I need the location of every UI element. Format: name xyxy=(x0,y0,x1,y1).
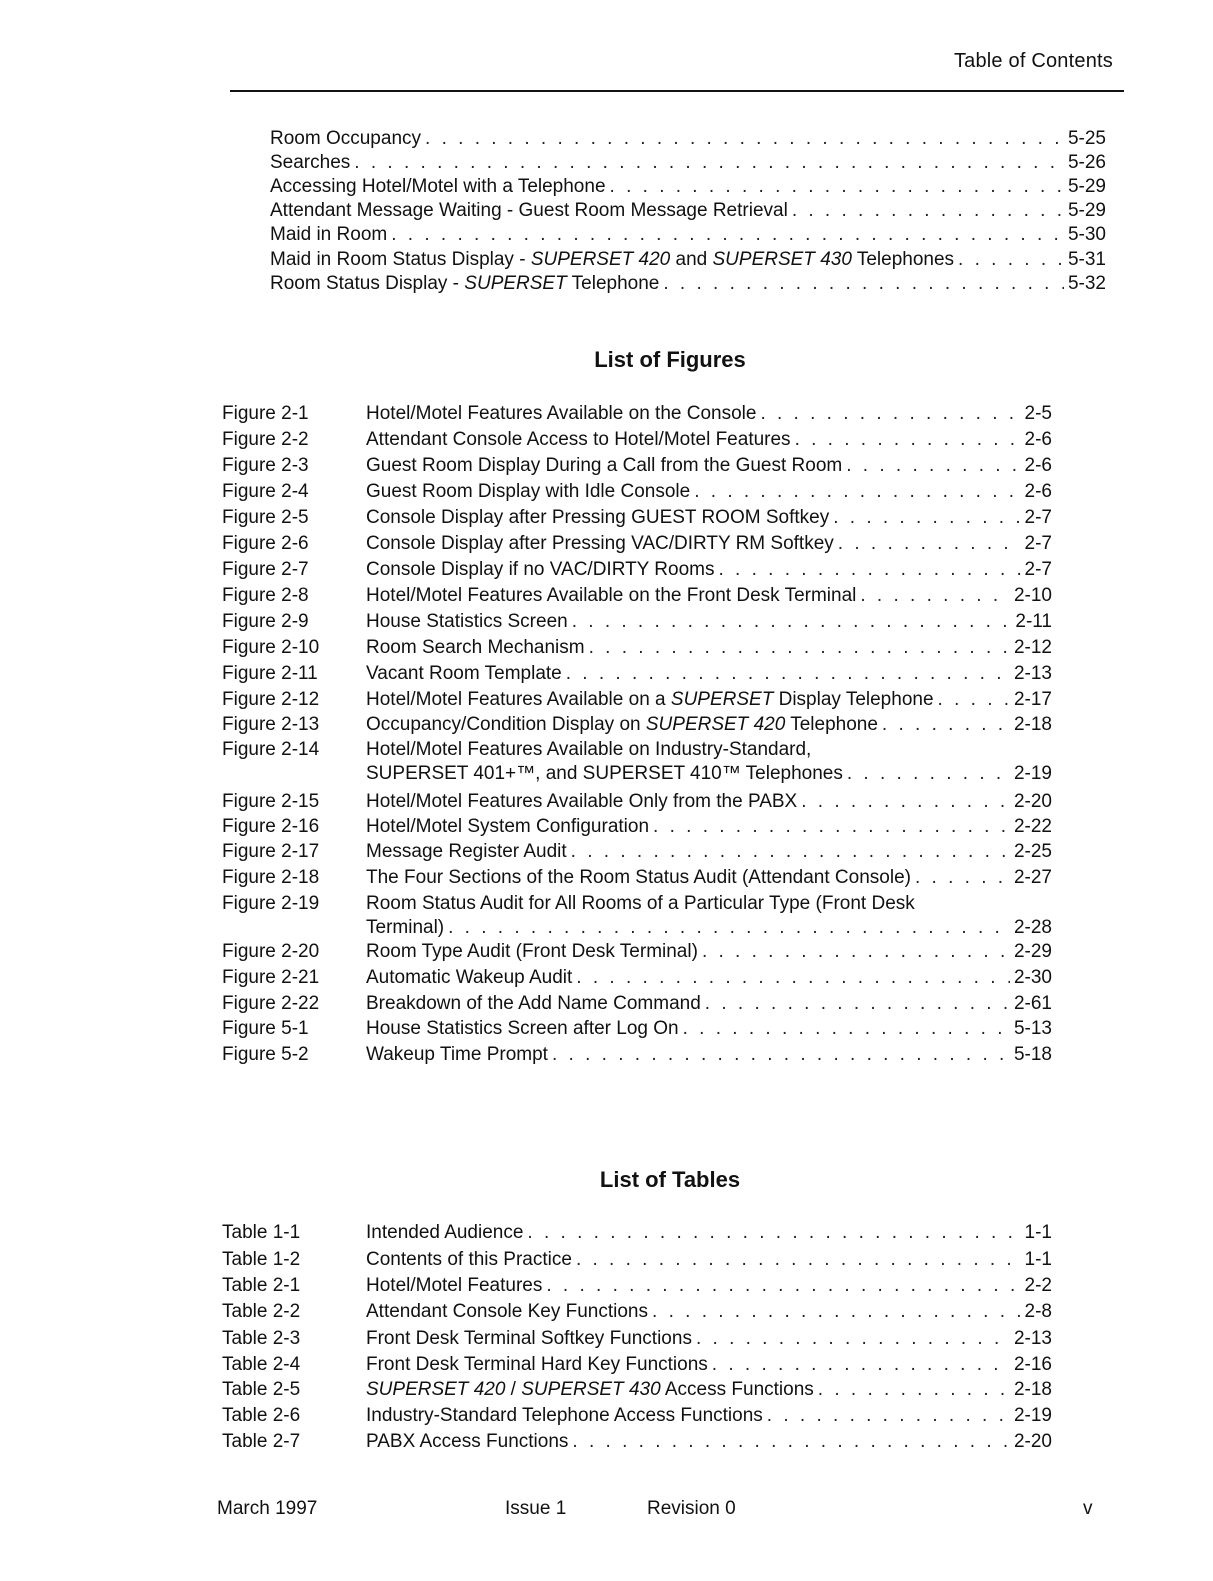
page-header-title: Table of Contents xyxy=(953,50,1113,72)
table-title: Intended Audience xyxy=(366,1222,524,1243)
figure-title: Wakeup Time Prompt xyxy=(366,1044,548,1065)
toc-entry[interactable] xyxy=(270,248,1106,272)
figure-label: Figure 2-20 xyxy=(222,941,320,962)
figure-page: 2-7 xyxy=(1024,559,1052,580)
table-title: Industry-Standard Telephone Access Functions xyxy=(366,1405,763,1426)
figure-title: The Four Sections of the Room Status Audit (Attendant Console) xyxy=(366,867,911,888)
leader-dots xyxy=(683,1017,1010,1041)
figure-label: Figure 2-16 xyxy=(222,816,320,837)
figure-title: Hotel/Motel System Configuration xyxy=(366,816,650,837)
figure-title: Hotel/Motel Features Available on the Front Desk Terminal xyxy=(366,585,857,606)
leader-dots xyxy=(818,1378,1010,1402)
figure-page: 2-20 xyxy=(1013,791,1052,812)
figure-label: Figure 2-3 xyxy=(222,455,309,476)
figure-title: Attendant Console Access to Hotel/Motel Features xyxy=(366,429,791,450)
toc-entry-page: 5-31 xyxy=(1067,249,1106,270)
table-label: Table 1-1 xyxy=(222,1222,301,1243)
figure-title-line2: Terminal) xyxy=(366,917,445,938)
figure-label: Figure 2-6 xyxy=(222,533,309,554)
leader-dots xyxy=(882,713,1010,737)
figure-label: Figure 2-15 xyxy=(222,791,320,812)
table-label: Table 1-2 xyxy=(222,1249,301,1270)
figure-label: Figure 2-21 xyxy=(222,967,320,988)
leader-dots xyxy=(760,402,1020,426)
toc-entry[interactable] xyxy=(270,175,1106,199)
table-page: 2-18 xyxy=(1013,1379,1052,1400)
leader-dots xyxy=(448,916,1010,940)
toc-entry-title: Maid in Room xyxy=(270,224,388,245)
leader-dots xyxy=(653,815,1010,839)
figure-label: Figure 2-10 xyxy=(222,637,320,658)
figure-page: 2-25 xyxy=(1013,841,1052,862)
footer-page-number: v xyxy=(1083,1498,1093,1519)
figure-label: Figure 2-5 xyxy=(222,507,309,528)
figure-title: Automatic Wakeup Audit xyxy=(366,967,573,988)
toc-entry-title: Attendant Message Waiting - Guest Room Message Retrieval xyxy=(270,200,788,221)
table-label: Table 2-5 xyxy=(222,1379,301,1400)
figure-label: Figure 5-1 xyxy=(222,1018,309,1039)
leader-dots xyxy=(354,151,1064,175)
figure-page: 2-7 xyxy=(1024,533,1052,554)
table-title: Front Desk Terminal Hard Key Functions xyxy=(366,1354,708,1375)
table-page: 1-1 xyxy=(1024,1249,1052,1270)
table-title: SUPERSET 420 / SUPERSET 430 Access Functions xyxy=(366,1379,814,1400)
leader-dots xyxy=(847,762,1010,786)
leader-dots xyxy=(527,1221,1020,1245)
figure-page: 2-30 xyxy=(1013,967,1052,988)
toc-entry-page: 5-30 xyxy=(1067,224,1106,245)
leader-dots xyxy=(792,199,1064,223)
toc-entry[interactable] xyxy=(270,127,1106,151)
figure-title: Vacant Room Template xyxy=(366,663,562,684)
toc-entry[interactable] xyxy=(270,272,1106,296)
figure-page: 2-19 xyxy=(1013,763,1052,784)
leader-dots xyxy=(572,610,1012,634)
leader-dots xyxy=(712,1353,1010,1377)
header-rule xyxy=(230,90,1124,92)
table-label: Table 2-3 xyxy=(222,1328,301,1349)
figure-page: 2-29 xyxy=(1013,941,1052,962)
leader-dots xyxy=(572,1430,1010,1454)
figure-title: Breakdown of the Add Name Command xyxy=(366,993,701,1014)
list-of-figures-heading: List of Figures xyxy=(594,347,746,372)
toc-entry[interactable] xyxy=(270,151,1106,175)
leader-dots xyxy=(391,223,1064,247)
leader-dots xyxy=(705,992,1010,1016)
figure-title-line2: SUPERSET 401+™, and SUPERSET 410™ Telephones xyxy=(366,763,843,784)
toc-entry[interactable] xyxy=(270,223,1106,247)
figure-label: Figure 2-12 xyxy=(222,689,320,710)
table-title: Attendant Console Key Functions xyxy=(366,1301,649,1322)
table-page: 1-1 xyxy=(1024,1222,1052,1243)
leader-dots xyxy=(652,1300,1021,1324)
toc-entry-title: Room Occupancy xyxy=(270,128,422,149)
leader-dots xyxy=(801,790,1010,814)
figure-title-line1: Room Status Audit for All Rooms of a Particular Type (Front Desk xyxy=(366,893,915,914)
figure-page: 5-18 xyxy=(1013,1044,1052,1065)
table-label: Table 2-6 xyxy=(222,1405,301,1426)
figure-title: Console Display after Pressing GUEST ROOM Softkey xyxy=(366,507,830,528)
figure-title: House Statistics Screen after Log On xyxy=(366,1018,679,1039)
figure-page: 2-6 xyxy=(1024,429,1052,450)
figure-title: Guest Room Display with Idle Console xyxy=(366,481,691,502)
figure-title: Console Display if no VAC/DIRTY Rooms xyxy=(366,559,715,580)
leader-dots xyxy=(552,1043,1010,1067)
list-of-tables-heading: List of Tables xyxy=(599,1167,741,1192)
figure-title: Occupancy/Condition Display on SUPERSET 420 Telephone xyxy=(366,714,878,735)
table-page: 2-16 xyxy=(1013,1354,1052,1375)
figure-page: 2-12 xyxy=(1013,637,1052,658)
toc-entry-page: 5-26 xyxy=(1067,152,1106,173)
table-label: Table 2-1 xyxy=(222,1275,301,1296)
toc-entry[interactable] xyxy=(270,199,1106,223)
figure-label: Figure 2-22 xyxy=(222,993,320,1014)
table-page: 2-20 xyxy=(1013,1431,1052,1452)
leader-dots xyxy=(838,532,1021,556)
leader-dots xyxy=(663,272,1064,296)
figure-label: Figure 2-18 xyxy=(222,867,320,888)
leader-dots xyxy=(860,584,1010,608)
leader-dots xyxy=(571,840,1010,864)
table-page: 2-19 xyxy=(1013,1405,1052,1426)
leader-dots xyxy=(846,454,1020,478)
table-page: 2-2 xyxy=(1024,1275,1052,1296)
figure-page: 2-11 xyxy=(1015,611,1052,632)
figure-title: Message Register Audit xyxy=(366,841,567,862)
leader-dots xyxy=(696,1327,1010,1351)
table-title: PABX Access Functions xyxy=(366,1431,569,1452)
figure-label: Figure 2-19 xyxy=(222,893,320,914)
toc-entry-title: Room Status Display - SUPERSET Telephone xyxy=(270,273,660,294)
figure-label: Figure 2-17 xyxy=(222,841,320,862)
table-page: 2-8 xyxy=(1024,1301,1052,1322)
toc-entry-page: 5-25 xyxy=(1067,128,1106,149)
leader-dots xyxy=(576,1248,1021,1272)
toc-entry-title: Maid in Room Status Display - SUPERSET 420 and SUPERSET 430 Telephones xyxy=(270,249,955,270)
figure-title: Room Search Mechanism xyxy=(366,637,585,658)
figure-title: Hotel/Motel Features Available Only from the PABX xyxy=(366,791,798,812)
figure-page: 2-61 xyxy=(1013,993,1052,1014)
leader-dots xyxy=(702,940,1010,964)
figure-page: 2-22 xyxy=(1013,816,1052,837)
leader-dots xyxy=(576,966,1010,990)
table-title: Contents of this Practice xyxy=(366,1249,572,1270)
footer-date: March 1997 xyxy=(217,1498,318,1519)
figure-title: Hotel/Motel Features Available on a SUPERSET Display Telephone xyxy=(366,689,934,710)
table-label: Table 2-7 xyxy=(222,1431,301,1452)
leader-dots xyxy=(795,428,1021,452)
figure-label: Figure 2-13 xyxy=(222,714,320,735)
leader-dots xyxy=(694,480,1020,504)
leader-dots xyxy=(767,1404,1010,1428)
figure-label: Figure 5-2 xyxy=(222,1044,309,1065)
figure-title-line1: Hotel/Motel Features Available on Industry-Standard, xyxy=(366,739,812,760)
toc-entry-page: 5-29 xyxy=(1067,176,1106,197)
table-label: Table 2-4 xyxy=(222,1354,301,1375)
figure-label: Figure 2-9 xyxy=(222,611,309,632)
figure-title: Hotel/Motel Features Available on the Console xyxy=(366,403,757,424)
figure-page: 5-13 xyxy=(1013,1018,1052,1039)
figure-page: 2-6 xyxy=(1024,455,1052,476)
table-page: 2-13 xyxy=(1013,1328,1052,1349)
figure-label: Figure 2-1 xyxy=(222,403,309,424)
toc-entry-page: 5-29 xyxy=(1067,200,1106,221)
figure-page: 2-6 xyxy=(1024,481,1052,502)
figure-title: Guest Room Display During a Call from the Guest Room xyxy=(366,455,843,476)
figure-label: Figure 2-11 xyxy=(222,663,318,684)
figure-page: 2-5 xyxy=(1024,403,1052,424)
leader-dots xyxy=(958,248,1064,272)
figure-label: Figure 2-4 xyxy=(222,481,309,502)
leader-dots xyxy=(589,636,1010,660)
leader-dots xyxy=(938,688,1010,712)
table-label: Table 2-2 xyxy=(222,1301,301,1322)
figure-page: 2-17 xyxy=(1013,689,1052,710)
table-title: Hotel/Motel Features xyxy=(366,1275,543,1296)
figure-label: Figure 2-8 xyxy=(222,585,309,606)
figure-page: 2-10 xyxy=(1013,585,1052,606)
footer-revision: Revision 0 xyxy=(647,1498,736,1519)
leader-dots xyxy=(833,506,1020,530)
figure-title: House Statistics Screen xyxy=(366,611,568,632)
figure-page: 2-18 xyxy=(1013,714,1052,735)
figure-page: 2-28 xyxy=(1013,917,1052,938)
figure-title: Room Type Audit (Front Desk Terminal) xyxy=(366,941,698,962)
toc-entry-title: Accessing Hotel/Motel with a Telephone xyxy=(270,176,606,197)
footer-issue: Issue 1 xyxy=(505,1498,567,1519)
figure-title: Console Display after Pressing VAC/DIRTY RM Softkey xyxy=(366,533,834,554)
figure-page: 2-13 xyxy=(1013,663,1052,684)
figure-label: Figure 2-2 xyxy=(222,429,309,450)
figure-page: 2-27 xyxy=(1013,867,1052,888)
figure-label: Figure 2-14 xyxy=(222,739,320,760)
figure-label: Figure 2-7 xyxy=(222,559,309,580)
toc-entry-title: Searches xyxy=(270,152,351,173)
figure-page: 2-7 xyxy=(1024,507,1052,528)
leader-dots xyxy=(546,1274,1020,1298)
leader-dots xyxy=(915,866,1010,890)
leader-dots xyxy=(718,558,1020,582)
table-title: Front Desk Terminal Softkey Functions xyxy=(366,1328,692,1349)
toc-entry-page: 5-32 xyxy=(1067,273,1106,294)
leader-dots xyxy=(566,662,1010,686)
leader-dots xyxy=(610,175,1064,199)
leader-dots xyxy=(425,127,1064,151)
